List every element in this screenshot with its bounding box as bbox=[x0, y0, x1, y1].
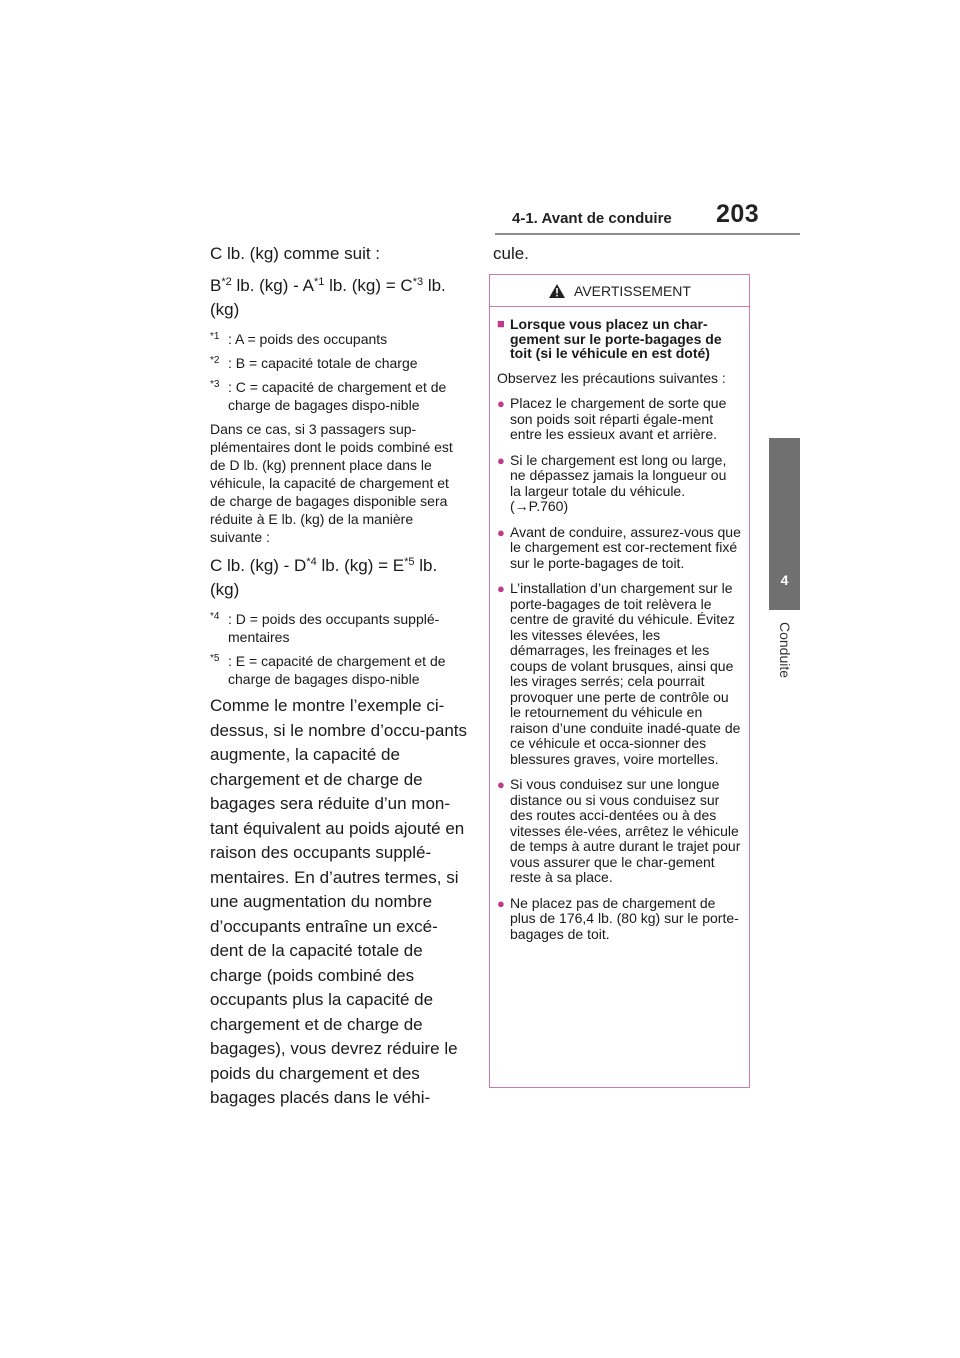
example-text: Dans ce cas, si 3 passagers sup-plémentaires dont le poids combiné est de D lb. (kg) prennent place dans le véhicule, la capacité de chargement et de charge de bagages disponible sera réduite à E lb. (kg) de la manière suivante : bbox=[210, 421, 453, 545]
footnote: $^{*2}$ : B = capacité totale de charge bbox=[210, 355, 418, 371]
warning-item: ● Avant de conduire, assurez-vous que le chargement est cor-rectement fixé sur le porte-bagages de toit. bbox=[497, 523, 741, 571]
footnote: $^{*4}$ : D = poids des occupants supplé-mentaires bbox=[210, 611, 440, 645]
footnote: $^{*3}$ : C = capacité de chargement et de charge de bagages dispo-nible bbox=[210, 379, 447, 413]
warning-item: ● Si le chargement est long ou large, ne dépassez jamais la longueur ou la largeur totale du véhicule. (→P.760) bbox=[497, 451, 727, 514]
chapter-number: 4 bbox=[780, 572, 789, 588]
warning-intro: Observez les précautions suivantes : bbox=[497, 369, 726, 386]
warning-header bbox=[490, 275, 749, 307]
chapter-label bbox=[769, 612, 800, 692]
continuation-text: cule. bbox=[493, 244, 529, 263]
footnote: $^{*5}$ : E = capacité de chargement et de charge de bagages dispo-nible bbox=[210, 653, 446, 687]
square-bullet-icon: ■ bbox=[497, 316, 505, 331]
page-number: 203 bbox=[716, 200, 760, 228]
bullet-icon: ● bbox=[497, 777, 505, 792]
left-column bbox=[210, 242, 468, 1111]
body-paragraph: Comme le montre l’exemple ci-dessus, si le nombre d’occu-pants augmente, la capacité de chargement et de charge de bagages sera réduite d’un mon-tant équivalent au poids ajouté en raison des occupants supplé-mentaires. En d’autres termes, si une augmentation du nombre d’occupants entraîne un excé-dent de la capacité totale de charge (poids combiné des occupants plus la capacité de chargement et de charge de bagages), vous devrez réduire le poids du chargement et des bagages placés dans le véhi- bbox=[210, 696, 468, 1107]
section-title: 4-1. Avant de conduire bbox=[512, 210, 672, 227]
bullet-icon: ● bbox=[497, 524, 505, 540]
intro-text: C lb. (kg) comme suit : bbox=[210, 244, 381, 263]
formula-2: C lb. $(kg) - D^{*4}$ lb. $(kg) = E^{*5}$ lb. (kg) bbox=[210, 556, 438, 599]
warning-item: ● Placez le chargement de sorte que son poids soit réparti égale-ment entre les essieux avant et arrière. bbox=[497, 395, 727, 442]
bullet-icon: ● bbox=[497, 581, 505, 596]
warning-title: ■ Lorsque vous placez un char-gement sur le porte-bagages de toit (si le véhicule en est doté) bbox=[497, 316, 722, 361]
warning-triangle-icon bbox=[548, 283, 566, 299]
chapter-label-text: Conduite bbox=[776, 621, 793, 679]
formula-1: $B^{*2}$ lb. $(kg) - A^{*1}$ lb. $(kg) = C^{*3}$ lb. (kg) bbox=[210, 276, 446, 319]
bullet-icon: ● bbox=[497, 895, 505, 911]
footnote: $^{*1}$ : A = poids des occupants bbox=[210, 331, 388, 347]
warning-label: AVERTISSEMENT bbox=[574, 282, 691, 299]
warning-body bbox=[490, 307, 749, 942]
warning-item: ● L’installation d’un chargement sur le porte-bagages de toit relèvera le centre de gravité du véhicule. Évitez les vitesses élevées, les démarrages, les freinages et les coups de volant brusques, ainsi que les virages serrés; cela pourrait provoquer une perte de contrôle ou le retournement du véhicule en raison d’une conduite inadé-quate de ce véhicule et occa-sionner des blessures graves, voire mortelles. bbox=[497, 580, 741, 767]
warning-box bbox=[489, 274, 750, 1088]
bullet-icon: ● bbox=[497, 452, 505, 468]
bullet-icon: ● bbox=[497, 396, 505, 411]
warning-item: ● Ne placez pas de chargement de plus de 176,4 lb. (80 kg) sur le porte-bagages de toit. bbox=[497, 894, 739, 942]
warning-item: ● Si vous conduisez sur une longue distance ou si vous conduisez sur des routes acci-dentées ou à des vitesses éle-vées, arrêtez le véhicule de temps à autre durant le trajet pour vous assurer que le char-gement reste à sa place. bbox=[497, 776, 741, 885]
header-divider bbox=[495, 233, 800, 235]
